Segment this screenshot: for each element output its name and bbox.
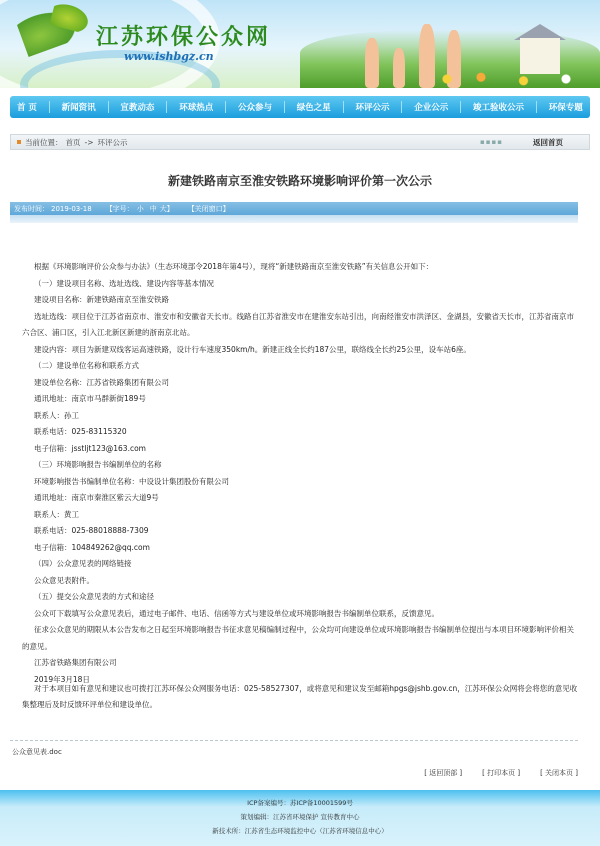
article-meta-bar <box>10 202 578 215</box>
nav-enterprise-notices[interactable]: 企业公示 <box>414 103 449 113</box>
meta-bar-shade <box>10 215 578 223</box>
breadcrumb-right <box>480 137 589 148</box>
nav-eia-notices[interactable]: 环评公示 <box>355 103 390 113</box>
article-paragraph: 建设内容：项目为新建双线客运高速铁路，设计行车速度350km/h。新建正线全长约187公里，联络线全长约25公里，设车站6座。 <box>34 344 471 354</box>
article-paragraph: 环境影响报告书编制单位名称：中设设计集团股份有限公司 <box>34 476 229 486</box>
nav-env-topics[interactable]: 环保专题 <box>548 103 583 113</box>
nav-public-participation[interactable]: 公众参与 <box>237 103 272 113</box>
article-paragraph: 建设项目名称：新建铁路南京至淮安铁路 <box>34 295 169 304</box>
divider <box>10 740 578 741</box>
footer-editor: 策划编辑：江苏省环境保护 宣传教育中心 <box>240 813 360 821</box>
footer-tech: 新技术所：江苏省生态环境监控中心（江苏省环境信息中心） <box>212 827 388 835</box>
font-large-button[interactable]: 大】 <box>159 204 174 213</box>
site-name: 江苏环保公众网 <box>96 24 272 50</box>
nav-separator <box>460 101 461 113</box>
nav-separator <box>284 101 285 113</box>
flowers-decoration <box>430 70 600 88</box>
font-size-label: 【字号： <box>105 204 134 213</box>
footer <box>0 790 600 846</box>
breadcrumb-prefix: 当前位置： <box>25 137 63 147</box>
public-opinion-form-link[interactable]: 公众意见表附件。 <box>34 575 94 585</box>
article-paragraph: 联系电话：025-88018888-7309 <box>34 526 149 535</box>
article-paragraph: 联系人：孙工 <box>34 410 79 420</box>
main-nav <box>10 96 590 118</box>
site-url: www.ishbgz.cn <box>124 50 214 63</box>
nav-separator <box>166 101 167 113</box>
nav-home[interactable]: 首 页 <box>16 103 37 113</box>
breadcrumb-current[interactable]: 环评公示 <box>97 137 128 147</box>
house-decoration <box>520 38 560 74</box>
signature-date: 2019年3月18日 <box>34 674 90 684</box>
article-body <box>22 259 578 709</box>
article-paragraph: 电子信箱：jsstljt123@163.com <box>34 443 146 453</box>
close-window-button[interactable]: 【关闭窗口】 <box>187 204 230 213</box>
publish-date: 2019-03-18 <box>51 204 92 213</box>
footer-icp: ICP备案编号：苏ICP备10001599号 <box>247 799 353 807</box>
nav-completion-acceptance[interactable]: 竣工验收公示 <box>473 103 525 113</box>
signature-org: 江苏省铁路集团有限公司 <box>34 658 117 667</box>
breadcrumb <box>10 134 590 150</box>
nav-green-star[interactable]: 绿色之星 <box>296 103 331 113</box>
article-paragraph: （四）公众意见表的网络链接 <box>34 559 132 568</box>
article-paragraph: 公众可下载填写公众意见表后，通过电子邮件、电话、信函等方式与建设单位或环境影响报告书编制单位联系，反馈意见。 <box>34 608 439 618</box>
attachment-link[interactable]: 公众意见表.doc <box>12 748 62 756</box>
article-paragraph: 联系电话：025-83115320 <box>34 427 127 436</box>
article-paragraph: 电子信箱：104849262@qq.com <box>34 542 150 552</box>
article-paragraph: 征求公众意见的期限从本公告发布之日起至环境影响报告书征求意见稿编制过程中，公众均可向建设单位或环境影响报告书编制单位提出与本项目环境影响评价相关的意见。 <box>22 625 574 651</box>
article-paragraph: 根据《环境影响评价公众参与办法》（生态环境部令2018年第4号），现将“新建铁路南京至淮安铁路”有关信息公开如下： <box>34 262 434 271</box>
breadcrumb-arrow: -> <box>84 137 94 147</box>
bullet-icon <box>17 140 21 144</box>
nav-separator <box>108 101 109 113</box>
nav-separator <box>225 101 226 113</box>
dots-icon: ▪▪▪▪ <box>480 138 503 146</box>
print-page-button[interactable]: [ 打印本页 ] <box>482 769 521 777</box>
article-paragraph: 联系人：黄工 <box>34 509 79 519</box>
article-paragraph: 通讯地址：南京市马群新街189号 <box>34 394 146 403</box>
nav-global-hotspots[interactable]: 环球热点 <box>179 103 214 113</box>
font-size-controls <box>106 204 174 214</box>
back-to-top-button[interactable]: [ 返回顶部 ] <box>424 769 463 777</box>
closing-paragraph: 对于本项目如有意见和建议也可拨打江苏环保公众网服务电话：025-58527307，或将意见和建议发至邮箱hpgs@jshb.gov.cn，江苏环保公众网将会将您的意见收集整理后及时反馈环评单位和建设单位。 <box>22 684 578 709</box>
article-paragraph: （三）环境影响报告书编制单位的名称 <box>34 460 162 469</box>
close-page-button[interactable]: [ 关闭本页 ] <box>540 769 578 777</box>
publish-label: 发布时间： <box>14 204 49 213</box>
site-banner <box>0 0 600 88</box>
font-medium-button[interactable]: 中 <box>149 204 157 213</box>
nav-news[interactable]: 新闻资讯 <box>61 103 96 113</box>
back-home-link[interactable]: 返回首页 <box>533 137 563 147</box>
nav-education[interactable]: 宣教动态 <box>120 103 155 113</box>
page-actions <box>0 768 578 778</box>
article-paragraph: 建设单位名称：江苏省铁路集团有限公司 <box>34 377 169 387</box>
nav-separator <box>536 101 537 113</box>
article-title: 新建铁路南京至淮安铁路环境影响评价第一次公示 <box>167 174 432 188</box>
article-paragraph: （二）建设单位名称和联系方式 <box>34 361 139 370</box>
article-paragraph: （五）提交公众意见表的方式和途径 <box>34 592 154 601</box>
article-paragraph: （一）建设项目名称、选址选线、建设内容等基本情况 <box>34 278 214 288</box>
font-small-button[interactable]: 小 <box>136 204 144 213</box>
nav-separator <box>49 101 50 113</box>
article-paragraph: 通讯地址：南京市秦淮区紫云大道9号 <box>34 493 159 502</box>
breadcrumb-home[interactable]: 首页 <box>65 137 81 147</box>
nav-separator <box>401 101 402 113</box>
article-paragraph: 选址选线：项目位于江苏省南京市、淮安市和安徽省天长市。线路自江苏省淮安市在建淮安东站引出，向南经淮安市洪泽区、金湖县，安徽省天长市，江苏省南京市六合区、浦口区，引入江北新区新建的浙南京北站。 <box>22 311 574 337</box>
publish-time <box>14 204 92 214</box>
nav-separator <box>343 101 344 113</box>
